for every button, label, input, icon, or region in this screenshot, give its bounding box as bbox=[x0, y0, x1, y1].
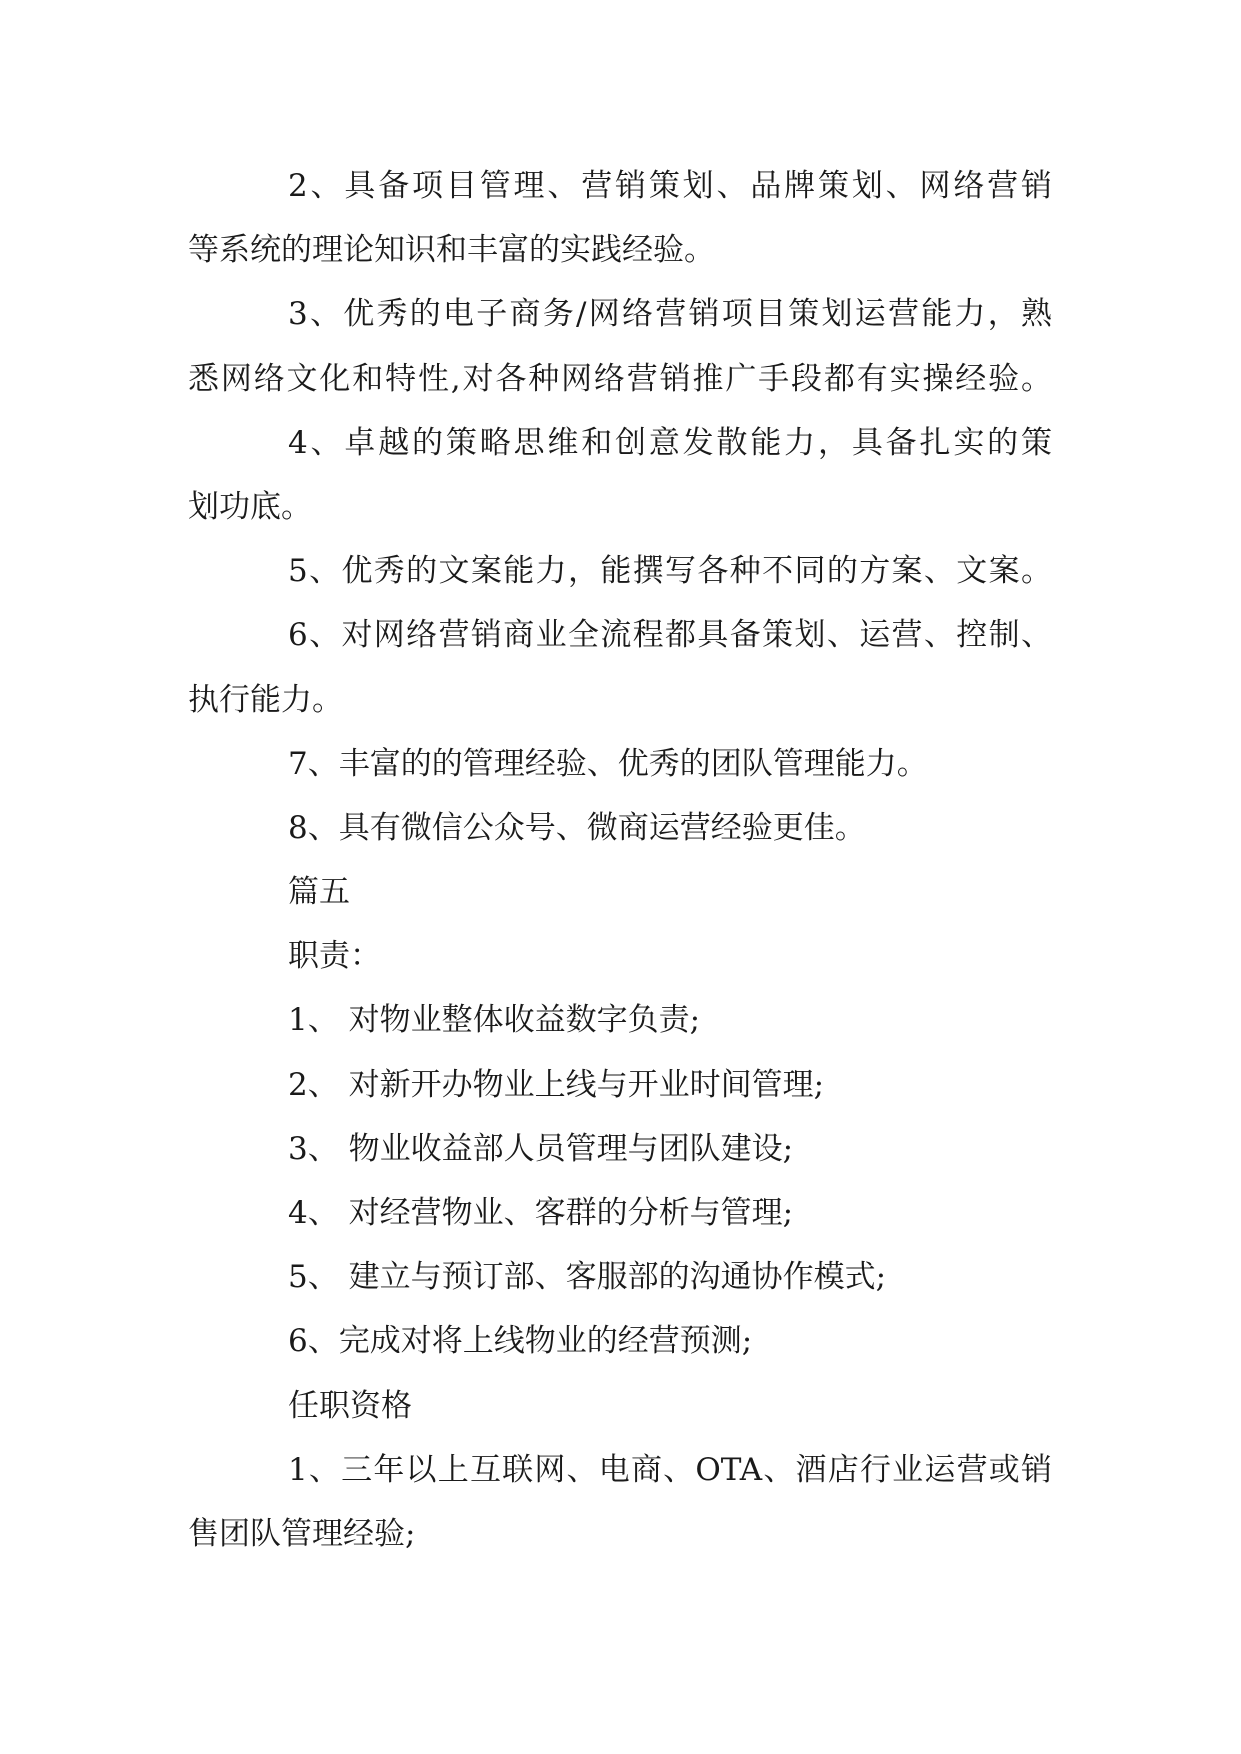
paragraph-line: 执行能力。 bbox=[188, 681, 343, 718]
section-heading: 篇五 bbox=[288, 874, 350, 911]
paragraph-line: 7、丰富的的管理经验、优秀的团队管理能力。 bbox=[288, 745, 928, 782]
paragraph-line: 3、优秀的电子商务/网络营销项目策划运营能力，熟 bbox=[288, 296, 1052, 333]
list-item: 6、完成对将上线物业的经营预测; bbox=[288, 1323, 753, 1360]
list-item: 3、 物业收益部人员管理与团队建设; bbox=[288, 1130, 794, 1167]
document-body bbox=[188, 154, 1052, 1566]
paragraph-line: 等系统的理论知识和丰富的实践经验。 bbox=[188, 232, 715, 269]
section-subheading: 任职资格 bbox=[288, 1387, 412, 1424]
paragraph-line: 售团队管理经验; bbox=[188, 1515, 416, 1552]
paragraph-line: 2、具备项目管理、营销策划、品牌策划、网络营销 bbox=[288, 168, 1052, 204]
paragraph-line: 悉网络文化和特性,对各种网络营销推广手段都有实操经验。 bbox=[188, 360, 1052, 397]
list-item: 2、 对新开办物业上线与开业时间管理; bbox=[288, 1066, 825, 1103]
section-subheading: 职责： bbox=[288, 938, 381, 975]
list-item: 5、 建立与预订部、客服部的沟通协作模式; bbox=[288, 1259, 887, 1296]
paragraph-line: 5、优秀的文案能力，能撰写各种不同的方案、文案。 bbox=[288, 553, 1052, 590]
paragraph-line: 8、具有微信公众号、微商运营经验更佳。 bbox=[288, 809, 866, 846]
list-item: 4、 对经营物业、客群的分析与管理; bbox=[288, 1195, 794, 1231]
paragraph-line: 4、卓越的策略思维和创意发散能力，具备扎实的策 bbox=[288, 424, 1052, 461]
paragraph-line: 划功底。 bbox=[188, 488, 312, 525]
paragraph-line: 1、三年以上互联网、电商、OTA、酒店行业运营或销 bbox=[288, 1451, 1052, 1488]
paragraph-line: 6、对网络营销商业全流程都具备策划、运营、控制、 bbox=[288, 617, 1052, 654]
list-item: 1、 对物业整体收益数字负责; bbox=[288, 1002, 701, 1039]
